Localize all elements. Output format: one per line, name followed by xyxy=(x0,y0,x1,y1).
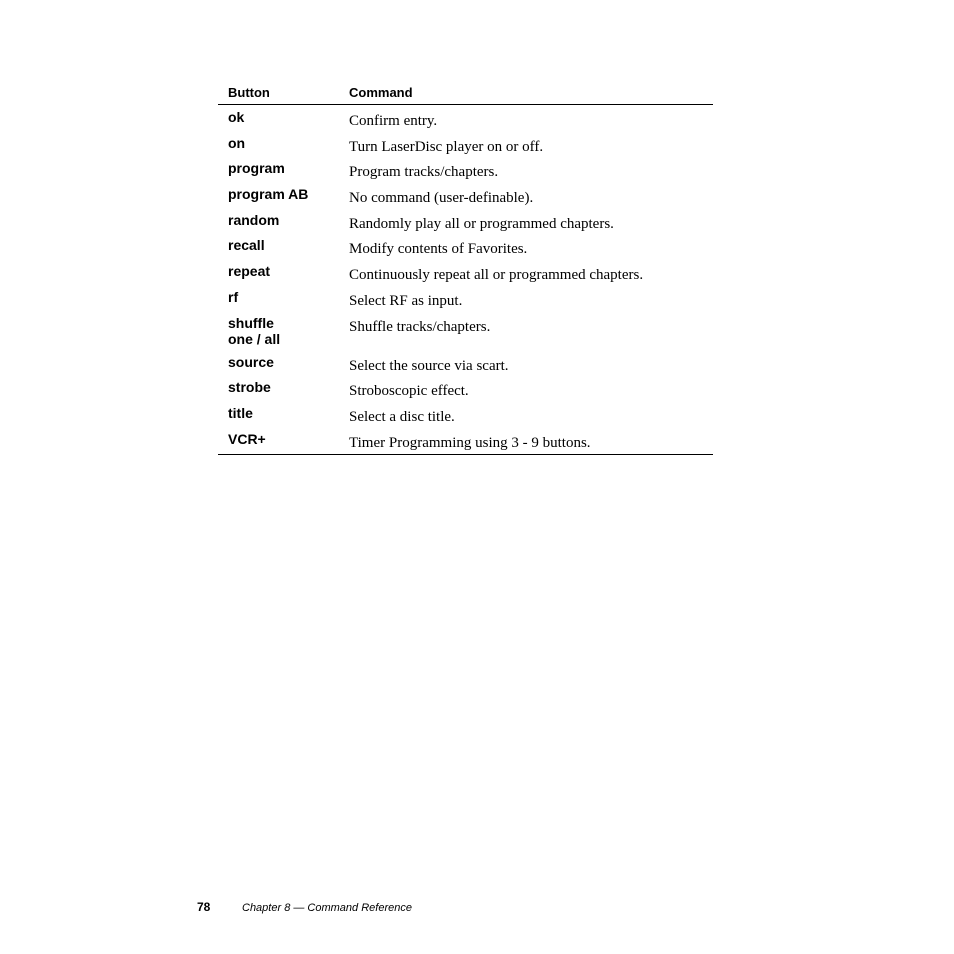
command-description: Confirm entry. xyxy=(349,113,438,129)
button-name-cell xyxy=(218,287,349,313)
command-description: Shuffle tracks/chapters. xyxy=(349,318,491,335)
table-row xyxy=(218,287,713,313)
table-row xyxy=(218,313,713,352)
chapter-title: Chapter 8 — Command Reference xyxy=(242,902,412,914)
table-row xyxy=(218,352,713,378)
button-name: ok xyxy=(228,109,245,125)
button-name: VCR+ xyxy=(228,430,266,447)
table-row xyxy=(218,429,713,455)
button-name-cell xyxy=(218,235,349,261)
table-body xyxy=(218,105,713,454)
table-row xyxy=(218,133,713,159)
button-name-cell xyxy=(218,210,349,236)
button-name: program xyxy=(228,160,285,177)
button-name: repeat xyxy=(228,263,271,280)
button-name-cell xyxy=(218,133,349,159)
button-name: source xyxy=(228,353,274,370)
button-name-cell xyxy=(218,261,349,287)
button-name-cell xyxy=(218,377,349,403)
command-description: Randomly play all or programmed chapters. xyxy=(349,215,614,232)
button-name-cell xyxy=(218,184,349,210)
command-description: Select the source via scart. xyxy=(349,357,509,374)
button-name: program AB xyxy=(228,186,309,203)
command-description: Continuously repeat all or programmed chapters. xyxy=(349,267,644,284)
button-name: rf xyxy=(228,288,239,305)
button-name: random xyxy=(228,211,280,228)
command-description: Select a disc title. xyxy=(349,408,455,425)
table-row xyxy=(218,184,713,210)
table-row xyxy=(218,235,713,261)
table-row xyxy=(218,210,713,236)
button-name-cell xyxy=(218,107,349,133)
command-description: Timer Programming using 3 - 9 buttons. xyxy=(349,434,591,451)
command-table xyxy=(218,83,713,455)
button-name: shuffle xyxy=(228,314,274,331)
command-description: No command (user-definable). xyxy=(349,190,534,207)
table-row xyxy=(218,377,713,403)
command-description: Modify contents of Favorites. xyxy=(349,241,528,258)
button-name: on xyxy=(228,134,246,151)
command-description: Program tracks/chapters. xyxy=(349,164,499,181)
command-description: Turn LaserDisc player on or off. xyxy=(349,138,544,155)
button-name-cell xyxy=(218,403,349,429)
command-description: Select RF as input. xyxy=(349,292,463,309)
button-name: strobe xyxy=(228,379,271,396)
header-button: Button xyxy=(228,85,270,100)
command-description: Stroboscopic effect. xyxy=(349,383,469,400)
button-name: one / all xyxy=(228,330,281,347)
table-row xyxy=(218,261,713,287)
table-row xyxy=(218,107,713,133)
button-name-cell xyxy=(218,158,349,184)
header-command: Command xyxy=(349,85,413,100)
table-bottom-rule xyxy=(218,454,713,455)
button-name-cell xyxy=(218,313,349,352)
page-footer xyxy=(197,900,412,914)
table-row xyxy=(218,158,713,184)
table-row xyxy=(218,403,713,429)
button-name-cell xyxy=(218,429,349,455)
page-number: 78 xyxy=(197,900,211,914)
table-header xyxy=(218,83,713,105)
button-name-cell xyxy=(218,352,349,378)
button-name: recall xyxy=(228,237,265,254)
button-name: title xyxy=(228,404,253,421)
